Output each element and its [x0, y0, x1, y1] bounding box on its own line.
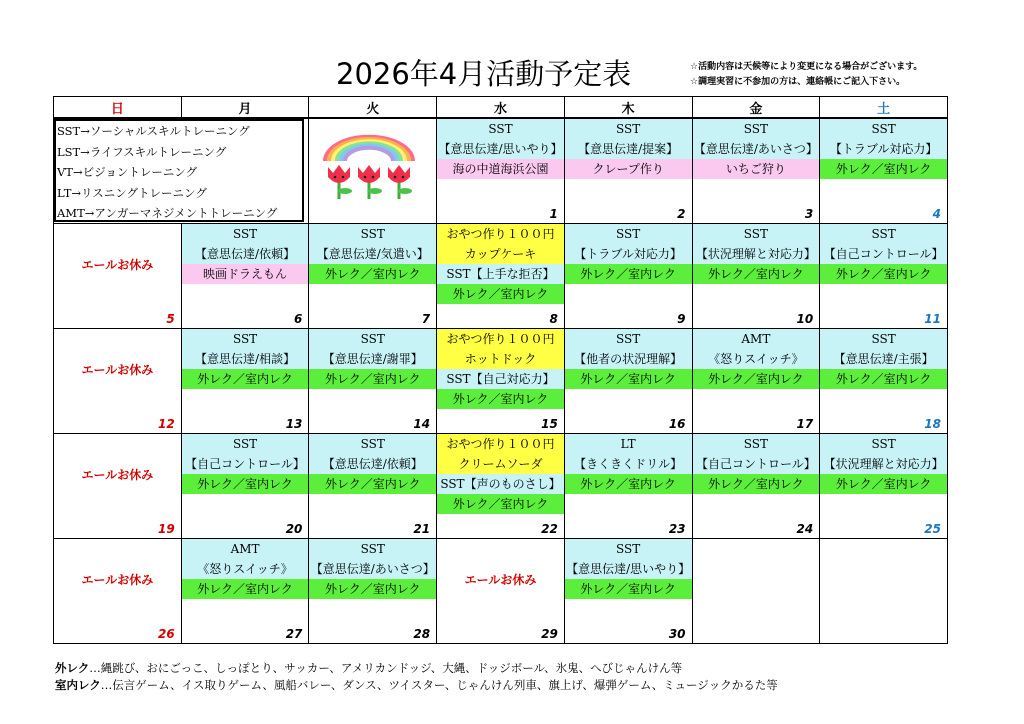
day-number: 13	[285, 417, 303, 431]
activity-line: 映画ドラえもん	[182, 264, 309, 284]
day-cell	[181, 224, 309, 329]
day-cell	[564, 224, 692, 329]
activity-line: 外レク／室内レク	[693, 474, 820, 494]
weekday-fri: 金	[692, 97, 820, 119]
day-number: 10	[796, 312, 814, 326]
day-cell	[309, 434, 437, 539]
illustration-cell	[309, 118, 437, 224]
day-cell	[181, 434, 309, 539]
day-cell	[692, 329, 820, 434]
day-number: 8	[549, 312, 558, 326]
day-cell	[181, 329, 309, 434]
day-cell	[54, 329, 182, 434]
day-cell	[309, 329, 437, 434]
weekday-wed: 水	[437, 97, 565, 119]
note-weather: ☆活動内容は天候等により変更になる場合がございます。	[690, 62, 923, 72]
page-title: 2026年4月活動予定表	[336, 57, 632, 91]
activity-line: 【自己コントロール】	[693, 454, 820, 474]
activity-line: SST	[693, 119, 820, 139]
day-cell	[820, 434, 948, 539]
activity-line: AMT	[182, 539, 309, 559]
day-cell	[692, 434, 820, 539]
day-number: 14	[413, 417, 431, 431]
activity-line: SST	[182, 224, 309, 244]
activity-line: おやつ作り１００円	[437, 224, 564, 244]
notes	[690, 60, 922, 90]
activity-line: 【意思伝達/謝罪】	[309, 349, 436, 369]
day-number: 22	[541, 522, 558, 536]
activity-line: 《怒りスイッチ》	[182, 559, 309, 579]
day-cell	[309, 539, 437, 644]
activity-line: 外レク／室内レク	[820, 264, 947, 284]
activity-line: 【意思伝達/提案】	[565, 139, 692, 159]
activity-line: おやつ作り１００円	[437, 329, 564, 349]
closed-day-label: エールお休み	[464, 573, 537, 587]
activity-line: SST【声のものさし】	[437, 474, 564, 494]
day-cell	[820, 224, 948, 329]
activity-line: 【意思伝達/依頼】	[309, 454, 436, 474]
day-number: 25	[924, 522, 941, 536]
day-cell	[437, 118, 565, 224]
activity-line: 外レク／室内レク	[437, 284, 564, 304]
weekday-thu: 木	[564, 97, 692, 119]
footer-indoor: 室内レク…伝言ゲーム、イス取りゲーム、風船バレー、ダンス、ツイスター、じゃんけん列車、旗上げ、爆弾ゲーム、ミュージックかるた等	[55, 678, 778, 692]
legend-item: LST→ライフスキルトレーニング	[57, 144, 227, 159]
activity-line: 【意思伝達/依頼】	[182, 244, 309, 264]
weekday-sat: 土	[820, 97, 948, 119]
activity-line: クレープ作り	[565, 159, 692, 179]
activity-line: 外レク／室内レク	[565, 579, 692, 599]
day-number: 24	[796, 522, 814, 536]
footer-outdoor: 外レク…縄跳び、おにごっこ、しっぽとり、サッカー、アメリカンドッジ、大縄、ドッジボール、氷鬼、へびじゃんけん等	[55, 661, 683, 675]
day-number: 27	[285, 627, 303, 641]
activity-line: 外レク／室内レク	[565, 264, 692, 284]
activity-line: 外レク／室内レク	[437, 494, 564, 514]
activity-line: SST	[182, 329, 309, 349]
legend-item: LT→リスニングトレーニング	[57, 185, 207, 200]
activity-line: 【意思伝達/あいさつ】	[309, 559, 436, 579]
weekday-sun: 日	[54, 97, 182, 119]
day-number: 30	[668, 627, 686, 641]
activity-line: SST	[565, 329, 692, 349]
activity-line: SST	[693, 434, 820, 454]
activity-line: 【意思伝達/気遣い】	[309, 244, 436, 264]
day-number: 29	[541, 627, 558, 641]
day-cell	[692, 539, 820, 644]
activity-line: LT	[565, 434, 692, 454]
weekday-tue: 火	[309, 97, 437, 119]
activity-line: 【意思伝達/思いやり】	[437, 139, 564, 159]
activity-line: 【トラブル対応力】	[565, 244, 692, 264]
day-cell	[437, 329, 565, 434]
activity-line: SST	[565, 119, 692, 139]
activity-line: 外レク／室内レク	[309, 474, 436, 494]
day-number: 28	[413, 627, 431, 641]
week-row	[54, 434, 948, 539]
activity-line: 外レク／室内レク	[565, 369, 692, 389]
day-number: 23	[668, 522, 686, 536]
day-cell	[692, 118, 820, 224]
day-number: 9	[677, 312, 686, 326]
day-number: 5	[166, 312, 175, 326]
activity-line: 外レク／室内レク	[820, 159, 947, 179]
activity-line: AMT	[693, 329, 820, 349]
abbreviation-legend	[54, 119, 304, 222]
day-number: 3	[804, 207, 814, 221]
activity-line: 外レク／室内レク	[309, 579, 436, 599]
day-cell	[437, 434, 565, 539]
activity-line: 【他者の状況理解】	[565, 349, 692, 369]
day-cell	[181, 539, 309, 644]
activity-line: SST	[309, 224, 436, 244]
activity-line: SST	[565, 224, 692, 244]
activity-line: 【自己コントロール】	[820, 244, 947, 264]
activity-line: クリームソーダ	[437, 454, 564, 474]
week-row	[54, 118, 948, 224]
activity-line: 外レク／室内レク	[182, 369, 309, 389]
day-cell	[564, 329, 692, 434]
day-number: 1	[549, 207, 558, 221]
day-cell	[564, 539, 692, 644]
day-cell	[54, 224, 182, 329]
activity-line: 【意思伝達/主張】	[820, 349, 947, 369]
day-cell	[564, 434, 692, 539]
activity-line: SST	[820, 119, 947, 139]
activity-line: ホットドック	[437, 349, 564, 369]
activity-line: 【意思伝達/あいさつ】	[693, 139, 820, 159]
day-number: 16	[668, 417, 686, 431]
activity-line: 外レク／室内レク	[182, 579, 309, 599]
day-number: 6	[294, 312, 303, 326]
day-cell	[820, 329, 948, 434]
day-number: 17	[796, 417, 814, 431]
day-number: 4	[932, 207, 941, 221]
day-number: 15	[541, 417, 558, 431]
activity-line: 【状況理解と対応力】	[820, 454, 947, 474]
weekday-mon: 月	[181, 97, 309, 119]
note-cooking: ☆調理実習に不参加の方は、連絡帳にご記入下さい。	[690, 77, 906, 87]
rainbow-tulips-illustration	[315, 127, 423, 205]
day-number: 7	[421, 312, 431, 326]
day-number: 21	[413, 522, 431, 536]
day-cell	[564, 118, 692, 224]
activity-line: 【意思伝達/相談】	[182, 349, 309, 369]
closed-day-label: エールお休み	[81, 363, 154, 377]
week-row	[54, 329, 948, 434]
day-number: 12	[158, 417, 175, 431]
closed-day-label: エールお休み	[81, 468, 154, 482]
legend-item: SST→ソーシャルスキルトレーニング	[57, 124, 250, 138]
day-number: 11	[924, 312, 941, 326]
activity-line: カップケーキ	[437, 244, 564, 264]
activity-line: SST	[693, 224, 820, 244]
activity-line: SST	[182, 434, 309, 454]
activity-line: SST【上手な拒否】	[437, 264, 564, 284]
activity-line: 外レク／室内レク	[182, 474, 309, 494]
activity-line: 外レク／室内レク	[693, 369, 820, 389]
day-cell	[54, 539, 182, 644]
activity-line: SST	[820, 329, 947, 349]
day-number: 18	[924, 417, 941, 431]
activity-line: SST	[565, 539, 692, 559]
activity-line: 外レク／室内レク	[309, 369, 436, 389]
day-cell	[54, 434, 182, 539]
day-number: 19	[158, 522, 175, 536]
day-cell	[692, 224, 820, 329]
activity-line: SST	[820, 224, 947, 244]
activity-line: 《怒りスイッチ》	[693, 349, 820, 369]
legend-item: VT→ビジョントレーニング	[57, 165, 198, 179]
activity-line: SST	[820, 434, 947, 454]
activity-line: 海の中道海浜公園	[437, 159, 564, 179]
activity-line: SST	[437, 119, 564, 139]
closed-day-label: エールお休み	[81, 258, 154, 272]
day-number: 26	[158, 627, 175, 641]
footer-notes	[55, 660, 778, 694]
day-number: 2	[677, 207, 686, 221]
activity-line: 外レク／室内レク	[820, 474, 947, 494]
activity-line: 外レク／室内レク	[565, 474, 692, 494]
activity-line: SST	[309, 434, 436, 454]
activity-line: 【トラブル対応力】	[820, 139, 947, 159]
week-row	[54, 224, 948, 329]
activity-line: 【状況理解と対応力】	[693, 244, 820, 264]
activity-line: SST	[309, 539, 436, 559]
closed-day-label: エールお休み	[81, 573, 154, 587]
week-row	[54, 539, 948, 644]
day-cell	[820, 118, 948, 224]
calendar-table	[53, 96, 948, 644]
day-number: 20	[285, 522, 303, 536]
activity-line: SST	[309, 329, 436, 349]
activity-line: 外レク／室内レク	[820, 369, 947, 389]
legend-cell	[54, 118, 309, 224]
activity-line: 【自己コントロール】	[182, 454, 309, 474]
activity-line: 外レク／室内レク	[437, 389, 564, 409]
activity-line: 外レク／室内レク	[309, 264, 436, 284]
day-cell	[437, 224, 565, 329]
activity-line: おやつ作り１００円	[437, 434, 564, 454]
day-cell	[437, 539, 565, 644]
activity-line: 【きくきくドリル】	[565, 454, 692, 474]
day-cell	[309, 224, 437, 329]
activity-line: 【意思伝達/思いやり】	[565, 559, 692, 579]
day-cell	[820, 539, 948, 644]
activity-line: いちご狩り	[693, 159, 820, 179]
activity-line: SST【自己対応力】	[437, 369, 564, 389]
legend-item: AMT→アンガーマネジメントトレーニング	[57, 206, 278, 220]
weekday-header	[54, 97, 948, 119]
activity-line: 外レク／室内レク	[693, 264, 820, 284]
